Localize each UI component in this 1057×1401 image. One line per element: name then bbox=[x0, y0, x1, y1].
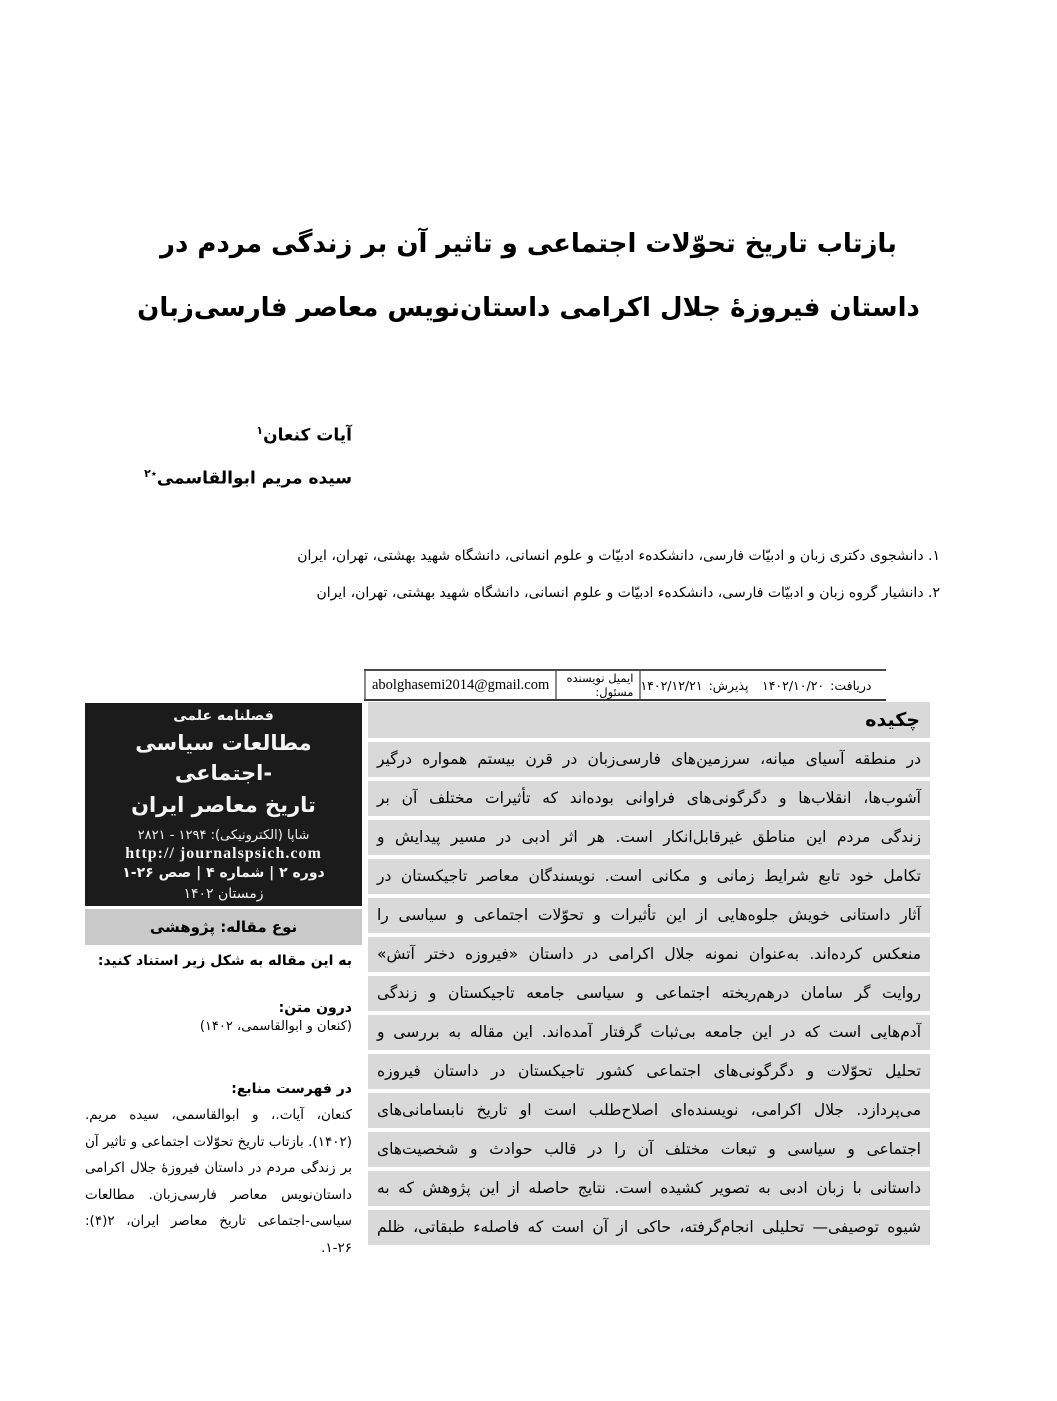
article-title-line1: بازتاب تاریخ تحوّلات اجتماعی و تاثیر آن بر زندگی مردم در bbox=[160, 229, 897, 259]
abstract-line: شیوه توصیفی— تحلیلی انجام‌گرفته، حاکی از آن است که فاصلهء طبقاتی، ظلم bbox=[368, 1210, 930, 1245]
author-1-name: آیات کنعان bbox=[263, 425, 352, 446]
article-type-bar: نوع مقاله: پژوهشی bbox=[85, 909, 362, 945]
abstract-line: آدم‌هایی است که در این جامعه بی‌ثبات گرفتار آمده‌اند. این مقاله به بررسی و bbox=[368, 1015, 930, 1050]
received-date: ۱۴۰۲/۱۰/۲۰ bbox=[761, 677, 825, 693]
abstract-line: داستانی با زبان ادبی به تصویر کشیده است. نتایج حاصله از این پژوهش که به bbox=[368, 1171, 930, 1206]
abstract-line: می‌پردازد. جلال اکرامی، نویسنده‌ای اصلاح‌طلب است او تاریخ نابسامانی‌های bbox=[368, 1093, 930, 1128]
citation-heading: به این مقاله به شکل زیر استناد کنید: bbox=[97, 953, 352, 969]
journal-type: فصلنامه علمی bbox=[173, 707, 274, 724]
meta-bar bbox=[364, 669, 886, 701]
journal-issue-info: دوره ۲ | شماره ۴ | صص ۲۶-۱ bbox=[122, 864, 325, 881]
intext-citation-text: (کنعان و ابوالقاسمی، ۱۴۰۲) bbox=[199, 1019, 352, 1034]
author-2-superscript: ٭۲ bbox=[144, 466, 157, 480]
abstract-line: اجتماعی و سیاسی و تبعات مختلف آن را در قالب حوادث و شخصیت‌های bbox=[368, 1132, 930, 1167]
author-2-name: سیده مریم ابوالقاسمی bbox=[156, 468, 352, 489]
journal-name-line2: تاریخ معاصر ایران bbox=[131, 792, 316, 817]
author-1 bbox=[144, 412, 352, 455]
affiliation-list bbox=[297, 538, 940, 612]
article-title bbox=[60, 212, 997, 340]
corresponding-author-email[interactable]: abolghasemi2014@gmail.com bbox=[364, 671, 555, 699]
abstract-section bbox=[368, 702, 930, 1249]
journal-info-box bbox=[85, 703, 362, 906]
abstract-line: زندگی مردم این مناطق غیرقابل‌انکار است. هر اثر ادبی در مسیر پیدایش و bbox=[368, 820, 930, 855]
journal-season: زمستان ۱۴۰۲ bbox=[183, 885, 264, 902]
abstract-line: آثار داستانی خویش جلوه‌هایی از این تأثیرات و تحوّلات اجتماعی و سیاسی را bbox=[368, 898, 930, 933]
abstract-body bbox=[368, 742, 930, 1245]
intext-citation bbox=[85, 1019, 352, 1034]
accepted-label: پذیرش: bbox=[708, 677, 749, 693]
received-cell bbox=[747, 671, 886, 699]
author-list bbox=[144, 412, 352, 497]
affiliation-2: ۲. دانشیار گروه زبان و ادبیّات فارسی، دانشکدهء ادبیّات و علوم انسانی، دانشگاه شهید بهشتی، تهران، ایران bbox=[316, 585, 940, 601]
abstract-line: تکامل خود تابع شرایط زمانی و مکانی است. نویسندگان معاصر تاجیکستان در bbox=[368, 859, 930, 894]
received-label: دریافت: bbox=[830, 677, 872, 693]
abstract-line: روایت گر سامان درهم‌ریخته اجتماعی و سیاسی جامعه تاجیکستان و زندگی bbox=[368, 976, 930, 1011]
journal-issn: شاپا (الکترونیکی): ۱۲۹۴ - ۲۸۲۱ bbox=[137, 827, 310, 843]
author-1-superscript: ۱ bbox=[256, 424, 264, 437]
affiliation-1: ۱. دانشجوی دکتری زبان و ادبیّات فارسی، دانشکدهء ادبیّات و علوم انسانی، دانشگاه شهید بهشتی، تهران، ایران bbox=[297, 548, 940, 564]
journal-name-line1: مطالعات سیاسی -اجتماعی bbox=[135, 730, 312, 785]
citation-section bbox=[85, 953, 352, 1261]
author-2 bbox=[144, 455, 352, 498]
abstract-line: آشوب‌ها، انقلاب‌ها و دگرگونی‌های فراوانی بوده‌اند که تأثیرات مختلف آن بر bbox=[368, 781, 930, 816]
email-label: ایمیل نویسنده مسئول: bbox=[555, 671, 639, 699]
intext-citation-label: درون متن: bbox=[278, 1000, 352, 1016]
journal-url[interactable]: http:// journalspsich.com bbox=[125, 844, 322, 862]
article-title-line2: داستان فیروزهٔ جلال اکرامی داستان‌نویس معاصر فارسی‌زبان bbox=[137, 293, 920, 323]
reference-entry: کنعان، آیات.، و ابوالقاسمی، سیده مریم. (۱۴۰۲). بازتاب تاریخ تحوّلات اجتماعی و تاثیر آن بر زندگی مردم در داستان فیروزهٔ جلال اکرامی داستان‌نویس معاصر فارسی‌زبان. مطالعات سیاسی-اجتماعی تاریخ معاصر ایران، ۲(۴): ۲۶-۱. bbox=[85, 1107, 352, 1256]
reference-list-label: در فهرست منابع: bbox=[231, 1081, 352, 1097]
abstract-line: منعکس کرده‌اند. به‌عنوان نمونه جلال اکرامی در داستان «فیروزه دختر آتش» bbox=[368, 937, 930, 972]
accepted-cell bbox=[639, 671, 747, 699]
abstract-line: در منطقه آسیای میانه، سرزمین‌های فارسی‌زبان در قرن بیستم همواره درگیر bbox=[368, 742, 930, 777]
accepted-date: ۱۴۰۲/۱۲/۲۱ bbox=[640, 677, 703, 693]
abstract-heading: چکیده bbox=[368, 702, 930, 738]
abstract-line: تحلیل تحوّلات و دگرگونی‌های اجتماعی کشور تاجیکستان در داستان فیروزه bbox=[368, 1054, 930, 1089]
